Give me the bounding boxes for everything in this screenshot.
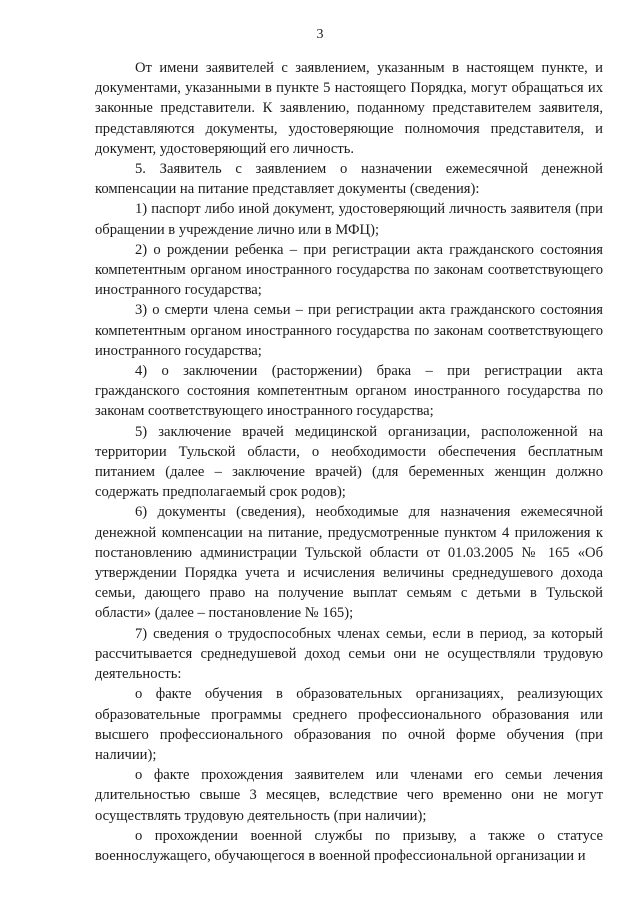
paragraph-treatment-fact: о факте прохождения заявителем или членами его семьи лечения длительностью свыше 3 месяцев, вследствие чего временно они не могут осуществлять трудовую деятельность (при наличии); (95, 767, 603, 824)
paragraph-subitem-1: 1) паспорт либо иной документ, удостоверяющий личность заявителя (при обращении в учреждение лично или в МФЦ); (95, 201, 603, 238)
paragraph-item-5: 5. Заявитель с заявлением о назначении ежемесячной денежной компенсации на питание представляет документы (сведения): (95, 161, 603, 198)
paragraph-education-fact: о факте обучения в образовательных организациях, реализующих образовательные программы среднего профессионального образования или высшего профессионального образования по очной форме обучения (при наличии); (95, 686, 603, 763)
paragraph-subitem-3: 3) о смерти члена семьи – при регистрации акта гражданского состояния компетентным органом иностранного государства по законам соответствующего иностранного государства; (95, 302, 603, 359)
paragraph-subitem-7: 7) сведения о трудоспособных членах семьи, если в период, за который рассчитывается среднедушевой доход семьи они не осуществляли трудовую деятельность: (95, 625, 603, 683)
paragraph-subitem-5: 5) заключение врачей медицинской организации, расположенной на территории Тульской области, о необходимости обеспечения бесплатным питанием (далее – заключение врачей) (для беременных женщин должно содержать предполагаемый срок родов); (95, 423, 603, 501)
paragraph-subitem-2: 2) о рождении ребенка – при регистрации акта гражданского состояния компетентным органом иностранного государства по законам соответствующего иностранного государства; (95, 241, 603, 299)
paragraph-military-service: о прохождении военной службы по призыву, а также о статусе военнослужащего, обучающегося в военной профессиональной организации и (95, 827, 603, 864)
paragraph-representatives: От имени заявителей с заявлением, указанным в настоящем пункте, и документами, указанными в пункте 5 настоящего Порядка, могут обращаться их законные представители. К заявлению, поданному представителем заявителя, представляются документы, удостоверяющие полномочия представителя, и документ, удостоверяющий его личность. (95, 60, 603, 157)
document-body (95, 58, 603, 866)
page-number: 3 (316, 27, 324, 42)
paragraph-subitem-6: 6) документы (сведения), необходимые для назначения ежемесячной денежной компенсации на питание, предусмотренные пунктом 4 приложения к постановлению администрации Тульской области от 01.03.2005 № 165 «Об утверждении Порядка учета и исчисления величины среднедушевого дохода семьи, дающего право на получение выплат семьям с детьми в Тульской области» (далее – постановление № 165); (95, 504, 603, 622)
paragraph-subitem-4: 4) о заключении (расторжении) брака – при регистрации акта гражданского состояния компетентным органом иностранного государства по законам соответствующего иностранного государства; (95, 363, 603, 420)
